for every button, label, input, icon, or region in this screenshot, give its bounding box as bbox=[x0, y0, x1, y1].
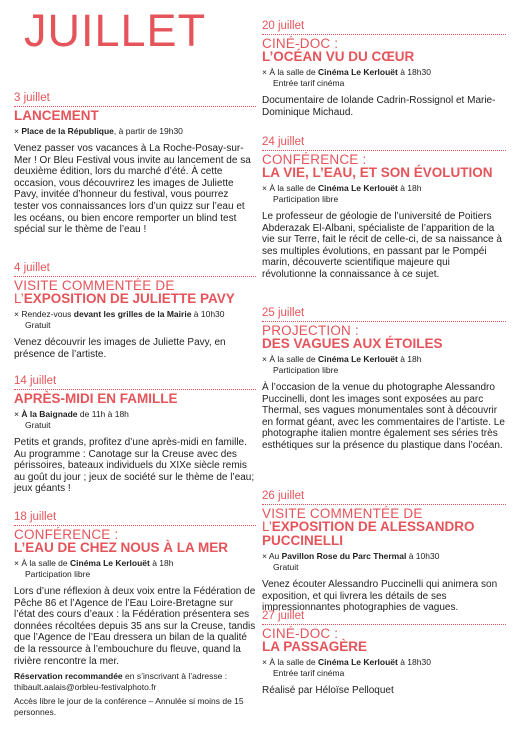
event-date: 3 juillet bbox=[14, 92, 256, 107]
event-date: 14 juillet bbox=[14, 375, 256, 390]
location-place: Cinéma Le Kerlouët bbox=[318, 657, 398, 667]
title-main: EXPOSITION DE JULIETTE PAVY bbox=[23, 291, 235, 306]
location-price: Participation libre bbox=[25, 569, 91, 579]
location-time: à 18h30 bbox=[397, 657, 431, 667]
event-kind: CINÉ-DOC : bbox=[262, 626, 339, 641]
event-projection bbox=[262, 307, 506, 452]
event-kind: CONFÉRENCE : bbox=[262, 152, 367, 167]
event-title: LA VIE, L’EAU, ET SON ÉVOLUTION bbox=[262, 165, 493, 180]
location-prefix: × À la salle de bbox=[262, 183, 318, 193]
reservation-label: Réservation recommandée bbox=[14, 671, 123, 682]
event-kind: VISITE COMMENTÉE DE bbox=[262, 506, 423, 521]
location-place: À la Baignade bbox=[21, 409, 78, 419]
location-place: Cinéma Le Kerlouët bbox=[318, 183, 398, 193]
event-date: 24 juillet bbox=[262, 136, 506, 151]
location-prefix: × bbox=[14, 126, 22, 136]
event-title: LA PASSAGÈRE bbox=[262, 639, 368, 654]
access-note: Accès libre le jour de la conférence – Annulée si moins de 15 personnes. bbox=[14, 696, 244, 717]
event-description: À l’occasion de la venue du photographe Alessandro Puccinelli, dont les images sont exposées au parc Thermal, ses vagues monumentales sont à découvrir en format géant, avec les commentaires de l’artiste. Le photographe italien montre également ses séries très esthétiques sur la présence du plastique dans l’océan. bbox=[262, 382, 505, 451]
location-time: de 11h à 18h bbox=[77, 409, 129, 419]
reservation-address: en s’inscrivant à l’adresse : thibault.aalais@orbleu-festivalphoto.fr bbox=[14, 671, 228, 692]
event-location bbox=[262, 354, 506, 376]
location-prefix: × À la salle de bbox=[14, 558, 70, 568]
location-place: Place de la République bbox=[21, 126, 114, 136]
location-price: Participation libre bbox=[273, 365, 339, 375]
event-location bbox=[14, 409, 256, 431]
title-main: EXPOSITION DE ALESSANDRO PUCCINELLI bbox=[262, 519, 475, 548]
location-price: Entrée tarif cinéma bbox=[273, 668, 345, 678]
event-location bbox=[14, 558, 256, 580]
event-kind: CONFÉRENCE : bbox=[14, 527, 119, 542]
location-prefix: × À la salle de bbox=[262, 657, 318, 667]
event-kind: VISITE COMMENTÉE DE bbox=[14, 278, 175, 293]
event-date: 25 juillet bbox=[262, 307, 506, 322]
event-location bbox=[262, 67, 506, 89]
event-title: DES VAGUES AUX ÉTOILES bbox=[262, 336, 443, 351]
event-cine-doc-passagere bbox=[262, 610, 506, 697]
event-title: L’OCÉAN VU DU CŒUR bbox=[262, 49, 415, 64]
event-date: 20 juillet bbox=[262, 20, 506, 35]
location-time: , à partir de 19h30 bbox=[113, 126, 183, 136]
location-prefix: × Rendez-vous bbox=[14, 309, 74, 319]
event-visite-puccinelli bbox=[262, 490, 506, 614]
event-description: Lors d’une réflexion à deux voix entre la Fédération de Pêche 86 et l’Agence de l’Eau Loire-Bretagne sur l’état des cours d’eaux : la Fédération présentera ses données récoltées depuis 35 ans sur la Creuse, tandis que l’Agence de l’Eau dressera un bilan de la qualité de la ressource à l’embouchure du fleuve, quand la rivière rencontre la mer. bbox=[14, 586, 256, 667]
reservation-note bbox=[14, 671, 256, 692]
event-location bbox=[262, 551, 506, 573]
event-date: 18 juillet bbox=[14, 511, 256, 526]
location-price: Gratuit bbox=[25, 420, 51, 430]
location-time: à 18h bbox=[149, 558, 174, 568]
month-heading: JUILLET bbox=[24, 5, 207, 56]
event-date: 26 juillet bbox=[262, 490, 506, 505]
event-title: L’EAU DE CHEZ NOUS À LA MER bbox=[14, 540, 229, 555]
event-title: LANCEMENT bbox=[14, 108, 99, 123]
event-description: Réalisé par Héloïse Pelloquet bbox=[262, 685, 394, 696]
event-lancement bbox=[14, 92, 256, 236]
event-description: Documentaire de Iolande Cadrin-Rossignol et Marie-Dominique Michaud. bbox=[262, 95, 496, 118]
event-location bbox=[14, 309, 256, 331]
title-prefix: L’ bbox=[262, 519, 272, 534]
location-prefix: × À la salle de bbox=[262, 354, 318, 364]
location-place: Cinéma Le Kerlouët bbox=[318, 354, 398, 364]
event-conference-vie bbox=[262, 136, 506, 281]
event-apres-midi bbox=[14, 375, 256, 495]
event-title: APRÈS-MIDI EN FAMILLE bbox=[14, 391, 178, 406]
event-description: Venez écouter Alessandro Puccinelli qui animera son exposition, et qui livrera les détails de ses impressionnantes photographies de vagues. bbox=[262, 579, 498, 614]
event-location bbox=[14, 126, 256, 137]
event-description: Venez découvrir les images de Juliette Pavy, en présence de l’artiste. bbox=[14, 337, 226, 360]
location-time: à 18h bbox=[397, 354, 422, 364]
location-price: Participation libre bbox=[273, 194, 339, 204]
event-title bbox=[14, 292, 256, 306]
location-time: à 10h30 bbox=[191, 309, 225, 319]
location-time: à 18h bbox=[397, 183, 422, 193]
location-prefix: × À la salle de bbox=[262, 67, 318, 77]
location-place: Cinéma Le Kerlouët bbox=[70, 558, 150, 568]
event-conference-eau bbox=[14, 511, 256, 717]
location-place: devant les grilles de la Mairie bbox=[73, 309, 192, 319]
location-time: à 18h30 bbox=[397, 67, 431, 77]
location-price: Gratuit bbox=[25, 320, 51, 330]
location-prefix: × bbox=[14, 409, 22, 419]
event-cine-doc-ocean bbox=[262, 20, 506, 118]
location-place: Pavillon Rose du Parc Thermal bbox=[281, 551, 407, 561]
event-description: Venez passer vos vacances à La Roche-Posay-sur-Mer ! Or Bleu Festival vous invite au lancement de sa deuxième édition, lors du marché d’été. À cette occasion, vous découvrirez les images de Juliette Pavy, invitée d’honneur du festival, vous pourrez tester vos connaissances lors d’un quizz sur l’eau et les océans, ou bien encore remporter un blind test spécial sur le thème de l’eau ! bbox=[14, 143, 251, 236]
location-prefix: × Au bbox=[262, 551, 282, 561]
title-prefix: L’ bbox=[14, 291, 24, 306]
location-place: Cinéma Le Kerlouët bbox=[318, 67, 398, 77]
location-price: Gratuit bbox=[273, 562, 299, 572]
event-kind: CINÉ-DOC : bbox=[262, 36, 339, 51]
event-date: 27 juillet bbox=[262, 610, 506, 625]
event-kind: PROJECTION : bbox=[262, 323, 359, 338]
event-title bbox=[262, 520, 506, 548]
event-description: Le professeur de géologie de l’université de Poitiers Abderazak El-Albani, spécialiste de l’apparition de la vie sur Terre, fait le récit de celle-ci, de sa naissance à ses multiples évolutions, en passant par le Pompéi marin, découverte scientifique majeure qui révolutionne la connaissance à ce sujet. bbox=[262, 211, 502, 280]
event-description: Petits et grands, profitez d’une après-midi en famille. Au programme : Canotage sur la Creuse avec des périssoires, bateaux individuels du XIXe siècle remis au goût du jour ; jeux de société sur le thème de l’eau; jeux géants ! bbox=[14, 437, 255, 495]
event-visite-pavy bbox=[14, 262, 256, 360]
event-date: 4 juillet bbox=[14, 262, 256, 277]
event-location bbox=[262, 183, 506, 205]
event-location bbox=[262, 657, 506, 679]
location-time: à 10h30 bbox=[406, 551, 440, 561]
location-price: Entrée tarif cinéma bbox=[273, 78, 345, 88]
